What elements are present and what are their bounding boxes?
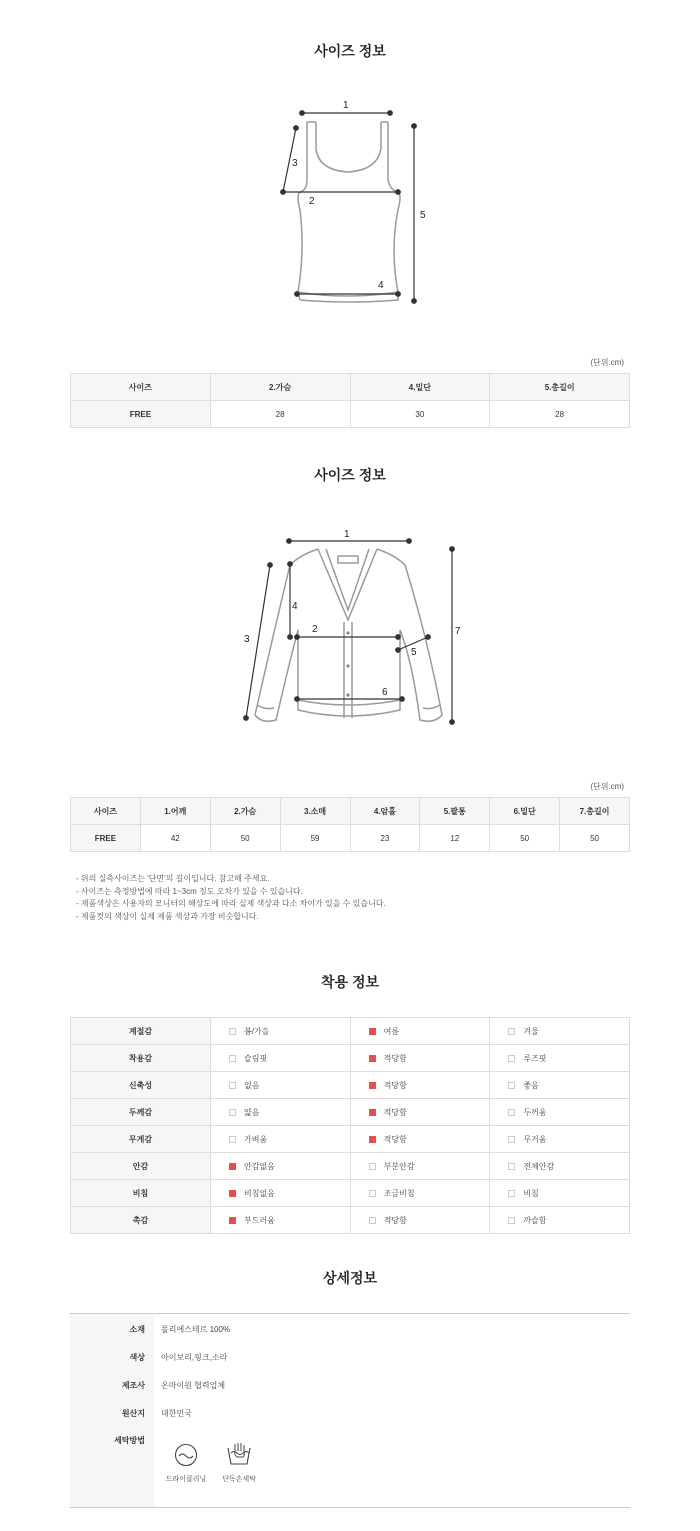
detail-value: 온마이원 협력업체 bbox=[161, 1381, 226, 1390]
diagram-label: 4 bbox=[292, 601, 298, 612]
checkbox-unchecked bbox=[229, 1055, 236, 1062]
wear-option-label: 비침 bbox=[523, 1188, 539, 1198]
wear-option bbox=[490, 1099, 630, 1126]
wear-row-label: 촉감 bbox=[71, 1207, 211, 1234]
diagram-label: 3 bbox=[244, 634, 250, 645]
diagram-label: 3 bbox=[292, 158, 298, 169]
checkbox-unchecked bbox=[229, 1082, 236, 1089]
checkbox-checked bbox=[369, 1028, 376, 1035]
wear-info-table bbox=[70, 1017, 630, 1234]
checkbox-checked bbox=[369, 1136, 376, 1143]
diagram-label: 6 bbox=[382, 687, 388, 698]
wear-option bbox=[211, 1153, 351, 1180]
size-table-1 bbox=[70, 373, 630, 428]
table-cell: 50 bbox=[560, 825, 630, 852]
checkbox-unchecked bbox=[508, 1055, 515, 1062]
wear-row-label: 계절감 bbox=[71, 1018, 211, 1045]
checkbox-unchecked bbox=[508, 1163, 515, 1170]
checkbox-unchecked bbox=[508, 1217, 515, 1224]
checkbox-unchecked bbox=[229, 1028, 236, 1035]
diagram-label: 5 bbox=[420, 210, 426, 221]
detail-key: 색상 bbox=[129, 1353, 145, 1362]
wear-option bbox=[350, 1207, 490, 1234]
wear-option-label: 적당함 bbox=[383, 1107, 407, 1117]
table-cell: 50 bbox=[210, 825, 280, 852]
wear-option bbox=[350, 1072, 490, 1099]
wear-option bbox=[490, 1072, 630, 1099]
wear-option bbox=[490, 1126, 630, 1153]
wear-option-label: 루즈핏 bbox=[523, 1053, 547, 1063]
size-info-title-1: 사이즈 정보 bbox=[314, 43, 386, 59]
wear-option bbox=[350, 1180, 490, 1207]
note-line: - 위의 실측사이즈는 '단면'의 길이입니다. 참고해 주세요. bbox=[76, 874, 270, 883]
wear-option-label: 적당함 bbox=[383, 1080, 407, 1090]
table-cell: 28 bbox=[490, 401, 630, 428]
table-header: 1.어깨 bbox=[140, 798, 210, 825]
wear-row-label: 착용감 bbox=[71, 1045, 211, 1072]
diagram-label: 5 bbox=[411, 647, 417, 658]
diagram-label: 2 bbox=[312, 624, 318, 635]
dry-clean-label: 드라이클리닝 bbox=[165, 1476, 207, 1483]
wear-option-label: 좋음 bbox=[523, 1080, 539, 1090]
wear-option-label: 적당함 bbox=[383, 1134, 407, 1144]
diagram-label: 4 bbox=[378, 280, 384, 291]
checkbox-unchecked bbox=[369, 1190, 376, 1197]
wear-row bbox=[71, 1153, 630, 1180]
table-cell: 59 bbox=[280, 825, 350, 852]
wear-option-label: 없음 bbox=[244, 1080, 260, 1090]
wear-option bbox=[490, 1207, 630, 1234]
table-cell: 23 bbox=[350, 825, 420, 852]
diagram-label: 2 bbox=[309, 196, 315, 207]
detail-key: 원산지 bbox=[121, 1409, 145, 1418]
wear-row bbox=[71, 1045, 630, 1072]
table-cell: 28 bbox=[210, 401, 350, 428]
wear-option-label: 겨울 bbox=[523, 1026, 539, 1036]
wear-row bbox=[71, 1018, 630, 1045]
table-header: 2.가슴 bbox=[210, 374, 350, 401]
detail-value: 대한민국 bbox=[161, 1409, 192, 1418]
table-cell: FREE bbox=[71, 401, 211, 428]
wear-option bbox=[350, 1099, 490, 1126]
camisole-diagram bbox=[270, 95, 440, 310]
table-cell: 30 bbox=[350, 401, 490, 428]
note-line: - 사이즈는 측정방법에 따라 1~3cm 정도 오차가 있을 수 있습니다. bbox=[76, 886, 303, 896]
table-header: 5.팔통 bbox=[420, 798, 490, 825]
wear-row-label: 두께감 bbox=[71, 1099, 211, 1126]
checkbox-checked bbox=[229, 1190, 236, 1197]
detail-value: 폴리에스테르 100% bbox=[161, 1325, 231, 1334]
hand-wash-label: 단독손세탁 bbox=[222, 1476, 256, 1483]
checkbox-checked bbox=[369, 1109, 376, 1116]
checkbox-unchecked bbox=[508, 1028, 515, 1035]
checkbox-unchecked bbox=[229, 1136, 236, 1143]
checkbox-unchecked bbox=[229, 1109, 236, 1116]
diagram-label: 1 bbox=[343, 100, 349, 111]
detail-info-box bbox=[70, 1313, 630, 1508]
table-header: 2.가슴 bbox=[210, 798, 280, 825]
wear-option-label: 조금비침 bbox=[383, 1188, 415, 1198]
table-header: 4.암홀 bbox=[350, 798, 420, 825]
wear-option-label: 얇음 bbox=[244, 1107, 260, 1117]
wear-option-label: 여름 bbox=[383, 1026, 400, 1036]
wear-option-label: 안감없음 bbox=[244, 1161, 275, 1171]
wear-option bbox=[211, 1099, 351, 1126]
wear-option-label: 부분안감 bbox=[383, 1161, 415, 1171]
table-header: 3.소매 bbox=[280, 798, 350, 825]
detail-value: 아이보리,핑크,소라 bbox=[161, 1353, 228, 1362]
wear-option bbox=[350, 1018, 490, 1045]
size-notes bbox=[76, 873, 386, 923]
wear-row-label: 무게감 bbox=[71, 1126, 211, 1153]
checkbox-unchecked bbox=[369, 1163, 376, 1170]
cardigan-diagram bbox=[238, 525, 468, 730]
table-cell: 50 bbox=[490, 825, 560, 852]
diagram-label: 1 bbox=[344, 529, 350, 540]
checkbox-unchecked bbox=[508, 1109, 515, 1116]
wear-option-label: 슬림핏 bbox=[244, 1053, 268, 1063]
wear-option bbox=[490, 1153, 630, 1180]
wear-row-label: 신축성 bbox=[71, 1072, 211, 1099]
unit-label: (단위:cm) bbox=[590, 358, 624, 367]
wear-row bbox=[71, 1072, 630, 1099]
wear-info-title: 착용 정보 bbox=[321, 974, 379, 990]
wear-row-label: 비침 bbox=[71, 1180, 211, 1207]
detail-key: 제조사 bbox=[121, 1381, 145, 1390]
hand-wash-icon bbox=[226, 1441, 252, 1467]
checkbox-checked bbox=[229, 1163, 236, 1170]
wear-option-label: 무거움 bbox=[523, 1134, 547, 1144]
size-table-2 bbox=[70, 797, 630, 852]
unit-label: (단위:cm) bbox=[590, 782, 624, 791]
wear-option bbox=[211, 1072, 351, 1099]
table-header: 6.밑단 bbox=[490, 798, 560, 825]
wear-option-label: 적당함 bbox=[383, 1053, 407, 1063]
wear-row-label: 안감 bbox=[71, 1153, 211, 1180]
checkbox-unchecked bbox=[508, 1136, 515, 1143]
wear-option-label: 가벼움 bbox=[244, 1134, 268, 1144]
wear-option bbox=[211, 1180, 351, 1207]
checkbox-checked bbox=[229, 1217, 236, 1224]
note-line: - 제품컷의 색상이 실제 제품 색상과 가장 비슷합니다. bbox=[76, 911, 259, 921]
wear-option bbox=[211, 1018, 351, 1045]
table-header: 7.총길이 bbox=[560, 798, 630, 825]
dry-clean-icon bbox=[174, 1443, 198, 1467]
wear-option-label: 두꺼움 bbox=[523, 1107, 547, 1117]
diagram-label: 7 bbox=[455, 626, 461, 637]
table-header: 사이즈 bbox=[71, 798, 141, 825]
wear-option bbox=[350, 1153, 490, 1180]
detail-key: 소재 bbox=[129, 1325, 145, 1334]
wear-option-label: 비침없음 bbox=[244, 1188, 275, 1198]
wear-option bbox=[350, 1126, 490, 1153]
wear-option-label: 적당함 bbox=[383, 1215, 407, 1225]
wear-row bbox=[71, 1126, 630, 1153]
table-header: 5.총길이 bbox=[490, 374, 630, 401]
wear-row bbox=[71, 1180, 630, 1207]
table-header: 사이즈 bbox=[71, 374, 211, 401]
wear-row bbox=[71, 1207, 630, 1234]
table-cell: 12 bbox=[420, 825, 490, 852]
note-line: - 제품색상은 사용자의 모니터의 해상도에 따라 실제 색상과 다소 차이가 있을 수 있습니다. bbox=[76, 899, 386, 908]
wear-option-label: 부드러움 bbox=[244, 1215, 275, 1225]
wear-option bbox=[211, 1045, 351, 1072]
size-info-title-2: 사이즈 정보 bbox=[314, 467, 386, 483]
checkbox-unchecked bbox=[508, 1190, 515, 1197]
wear-option bbox=[490, 1018, 630, 1045]
wear-option bbox=[490, 1045, 630, 1072]
checkbox-unchecked bbox=[369, 1217, 376, 1224]
table-cell: FREE bbox=[71, 825, 141, 852]
table-header: 4.밑단 bbox=[350, 374, 490, 401]
detail-info-title: 상세정보 bbox=[322, 1270, 378, 1286]
wear-option bbox=[350, 1045, 490, 1072]
wear-option-label: 까슬함 bbox=[523, 1215, 547, 1225]
table-cell: 42 bbox=[140, 825, 210, 852]
wear-row bbox=[71, 1099, 630, 1126]
checkbox-unchecked bbox=[508, 1082, 515, 1089]
checkbox-checked bbox=[369, 1082, 376, 1089]
wear-option bbox=[211, 1207, 351, 1234]
wear-option-label: 봄/가을 bbox=[244, 1026, 270, 1036]
detail-key: 세탁방법 bbox=[114, 1436, 145, 1445]
wear-option bbox=[211, 1126, 351, 1153]
wear-option bbox=[490, 1180, 630, 1207]
wear-option-label: 전체안감 bbox=[523, 1161, 555, 1171]
checkbox-checked bbox=[369, 1055, 376, 1062]
